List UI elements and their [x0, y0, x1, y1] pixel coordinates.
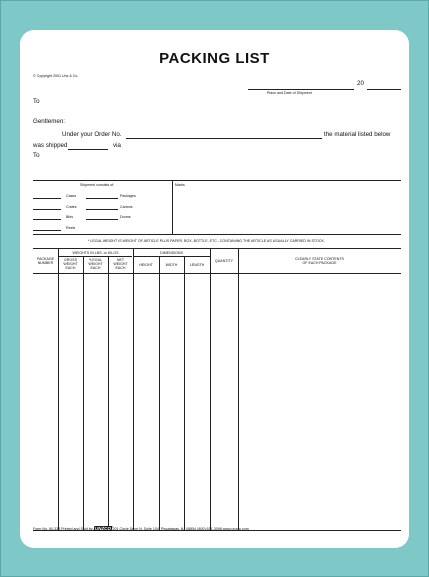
- col-contents: CLEARLY STATE CONTENTS OF EACH PACKAGE: [295, 257, 344, 265]
- shipment-box-bottom: [33, 234, 401, 235]
- packing-list-form: [20, 30, 409, 548]
- crates-label: Crates: [66, 205, 77, 209]
- year-line[interactable]: [367, 89, 401, 90]
- place-date-label: Place and Date of Shipment: [267, 91, 312, 95]
- col-height: HEIGHT: [139, 263, 153, 267]
- bbls-line[interactable]: [33, 219, 61, 220]
- unzco-logo: UNZCO: [94, 526, 111, 531]
- dimensions-group-underline: [134, 256, 210, 257]
- dimensions-group-header: DIMENSIONS: [160, 251, 183, 255]
- col-rule-1: [58, 248, 59, 530]
- packages-label: Packages: [120, 194, 136, 198]
- to2-label: To: [33, 152, 40, 159]
- bbls-label: Bbls: [66, 215, 73, 219]
- packages-line[interactable]: [86, 198, 118, 199]
- col-legal-weight: *LEGAL WEIGHT EACH: [88, 258, 103, 270]
- cartons-label: Cartons: [120, 205, 133, 209]
- cases-label: Cases: [66, 194, 77, 198]
- col-rule-8: [238, 248, 239, 530]
- to-label: To: [33, 98, 40, 105]
- shipped-date-line[interactable]: [68, 149, 108, 150]
- marks-label: Marks: [175, 183, 185, 187]
- crates-line[interactable]: [33, 209, 61, 210]
- place-date-line[interactable]: [248, 89, 354, 90]
- gentlemen-text: Gentlemen:: [33, 118, 65, 125]
- col-package-number: PACKAGE NUMBER: [36, 257, 55, 265]
- weight-group-header: WEIGHTS IN LBS. or KILOS: [72, 251, 119, 255]
- order-suffix: the material listed below: [324, 131, 391, 138]
- copyright-text: © Copyright 2001 Unz & Co.: [33, 74, 79, 78]
- shipment-consists-label: Shipment consists of:: [80, 183, 115, 187]
- via-label: via: [113, 142, 121, 149]
- col-rule-3: [108, 256, 109, 530]
- col-rule-2: [83, 256, 84, 530]
- col-rule-7: [210, 248, 211, 530]
- col-gross-weight: GROSS WEIGHT EACH: [63, 258, 78, 270]
- drums-line[interactable]: [86, 219, 118, 220]
- col-rule-5: [159, 256, 160, 530]
- cartons-line[interactable]: [86, 209, 118, 210]
- col-quantity: QUANTITY: [214, 259, 234, 263]
- year-prefix: 20: [357, 80, 364, 87]
- table-header-bottom: [33, 273, 401, 274]
- cases-line[interactable]: [33, 198, 61, 199]
- col-rule-4: [133, 248, 134, 530]
- order-number-line[interactable]: [126, 138, 322, 139]
- order-prefix: Under your Order No.: [62, 131, 122, 138]
- col-width: WIDTH: [165, 263, 178, 267]
- reels-line[interactable]: [33, 230, 61, 231]
- shipped-prefix: was shipped: [33, 142, 68, 149]
- weight-group-underline: [59, 256, 132, 257]
- legal-weight-note: * LEGAL WEIGHT IS WEIGHT OF ARTICLE PLUS PAPER, BOX, BOTTLE, ETC., CONTAINING THE ARTICLE AS USUALLY CARRIED IN STOCK.: [88, 239, 325, 243]
- drums-label: Drums: [120, 215, 131, 219]
- col-net-weight: NET WEIGHT EACH: [113, 258, 128, 270]
- marks-divider: [172, 180, 173, 234]
- footer-form-text: Form No. 60-338 Printed and Sold by UNZCO 201 Circle Drive N, Suite 104, Piscataway, NJ 08854 (800) 631-3098 www.unzco.com: [33, 526, 249, 531]
- col-length: LENGTH: [189, 263, 205, 267]
- form-title: PACKING LIST: [159, 50, 270, 67]
- reels-label: Reels: [66, 226, 76, 230]
- shipment-box-top: [33, 180, 401, 181]
- col-rule-6: [184, 256, 185, 530]
- table-top: [33, 248, 401, 249]
